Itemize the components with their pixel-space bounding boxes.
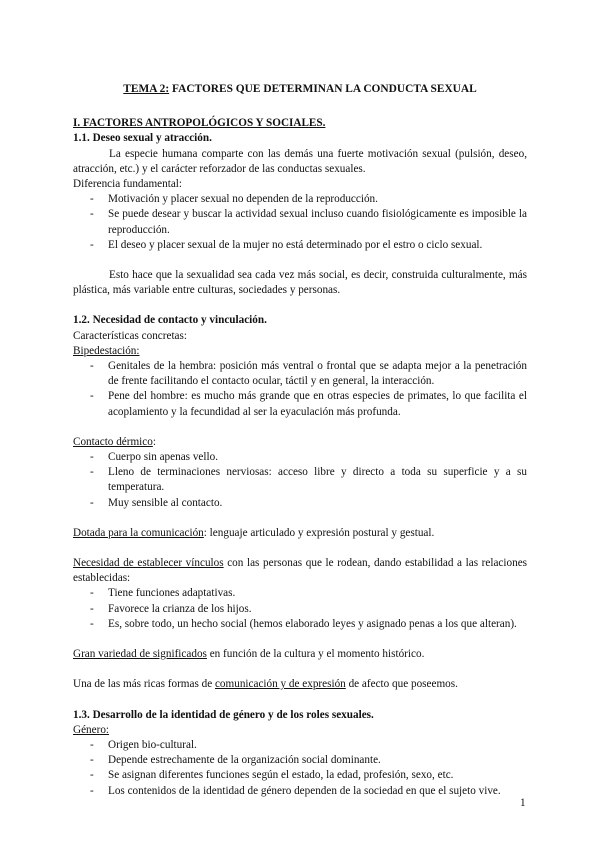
una-text-pre: Una de las más ricas formas de [73,678,215,691]
page-content [73,82,527,799]
list-item-text: El deseo y placer sexual de la mujer no está determinado por el estro o ciclo sexual. [108,238,483,251]
una-underlined: comunicación y de expresión [214,678,346,691]
list-item [73,768,527,783]
list-item-text: Los contenidos de la identidad de género dependen de la sociedad en que el sujeto vive. [108,784,501,797]
necesidad-paragraph [73,556,527,586]
subsection-1-3-heading: 1.3. Desarrollo de la identidad de género y de los roles sexuales. [73,708,374,721]
contacto-label-text: Contacto dérmico [73,435,153,448]
spacer [73,632,527,647]
list-item-text: Cuerpo sin apenas vello. [108,451,218,464]
list-item [73,359,527,389]
dash-bullet: - [90,754,94,767]
list-item [73,738,527,753]
contacto-list [73,450,527,511]
spacer [73,662,527,677]
una-text-post: de afecto que poseemos. [345,678,458,691]
spacer [73,693,527,708]
dash-bullet: - [90,193,94,206]
necesidad-label: Necesidad de establecer vínculos [73,557,224,570]
subsection-1-2-heading: 1.2. Necesidad de contacto y vinculación. [73,314,267,327]
gran-variedad-paragraph [73,647,527,662]
spacer [73,298,527,313]
dash-bullet: - [90,617,94,630]
dash-bullet: - [90,769,94,782]
spacer [73,420,527,435]
subsection-1-1-paragraph: La especie humana comparte con las demás una fuerte motivación sexual (pulsión, deseo, atracción, etc.) y el carácter reforzador de las conductas sexuales. [73,147,527,175]
page-number: 1 [520,797,526,809]
genero-label [73,723,527,738]
list-item-text: Se asignan diferentes funciones según el estado, la edad, profesión, sexo, etc. [108,769,454,782]
subsection-1-1-heading: 1.1. Deseo sexual y atracción. [73,132,212,145]
dash-bullet: - [90,390,94,403]
spacer [73,541,527,556]
gran-variedad-label: Gran variedad de significados [73,648,207,661]
dash-bullet: - [90,451,94,464]
list-item-text: Genitales de la hembra: posición más ventral o frontal que se adapta mejor a la penetración de frente facilitando el contacto ocular, táctil y en general, la interacción. [108,360,527,388]
dotada-text: : lenguaje articulado y expresión postural y gestual. [203,526,435,539]
contacto-label [73,435,527,450]
diferencia-list [73,192,527,253]
list-item-text: Es, sobre todo, un hecho social (hemos elaborado leyes y asignado penas a los que alteran). [108,617,517,630]
list-item-text: Motivación y placer sexual no dependen de la reproducción. [108,193,378,206]
list-item [73,602,527,617]
spacer [73,253,527,268]
title-text: FACTORES QUE DETERMINAN LA CONDUCTA SEXUAL [169,83,477,95]
list-item-text: Favorece la crianza de los hijos. [108,602,252,615]
list-item [73,465,527,495]
gran-variedad-text: en función de la cultura y el momento histórico. [206,648,425,661]
title-prefix: TEMA 2: [123,83,170,95]
dash-bullet: - [90,496,94,509]
section-1-heading-text: I. FACTORES ANTROPOLÓGICOS Y SOCIALES. [73,117,326,130]
dash-bullet: - [90,466,94,479]
dash-bullet: - [90,238,94,251]
spacer [73,511,527,526]
list-item [73,450,527,465]
bipedestacion-label [73,344,527,359]
una-paragraph [73,677,527,692]
list-item-text: Pene del hombre: es mucho más grande que en otras especies de primates, lo que facilita el acoplamiento y la fecundidad al ser la eyaculación más profunda. [108,390,527,418]
list-item [73,617,527,632]
list-item-text: Origen bio-cultural. [108,738,197,751]
list-item [73,784,527,799]
section-1-heading [73,116,527,131]
caracteristicas-label: Características concretas: [73,329,187,342]
diferencia-label: Diferencia fundamental: [73,178,183,191]
dash-bullet: - [90,602,94,615]
genero-list [73,738,527,799]
necesidad-list [73,586,527,632]
list-item [73,496,527,511]
necesidad-text: con las personas que le rodean, dando estabilidad a las relaciones establecidas: [73,557,528,585]
bipedestacion-list [73,359,527,420]
dotada-paragraph [73,526,527,541]
list-item [73,586,527,601]
list-item-text: Depende estrechamente de la organización social dominante. [108,754,381,767]
dash-bullet: - [90,738,94,751]
dash-bullet: - [90,784,94,797]
contacto-colon: : [152,435,156,448]
list-item [73,389,527,419]
list-item-text: Se puede desear y buscar la actividad sexual incluso cuando fisiológicamente es imposible la reproducción. [108,208,527,236]
list-item [73,192,527,207]
dash-bullet: - [90,360,94,373]
document-title [73,82,527,97]
list-item [73,238,527,253]
bipedestacion-label-text: Bipedestación: [73,344,140,357]
list-item-text: Tiene funciones adaptativas. [108,587,236,600]
dash-bullet: - [90,587,94,600]
subsection-1-1-paragraph-2: Esto hace que la sexualidad sea cada vez más social, es decir, construida culturalmente, más plástica, más variable entre culturas, sociedades y personas. [73,269,527,297]
list-item-text: Lleno de terminaciones nerviosas: acceso libre y directo a toda su superficie y a su temperatura. [108,466,527,494]
list-item-text: Muy sensible al contacto. [108,496,223,509]
list-item [73,207,527,237]
list-item [73,753,527,768]
dotada-label: Dotada para la comunicación [73,526,204,539]
genero-label-text: Género: [73,723,110,736]
dash-bullet: - [90,208,94,221]
